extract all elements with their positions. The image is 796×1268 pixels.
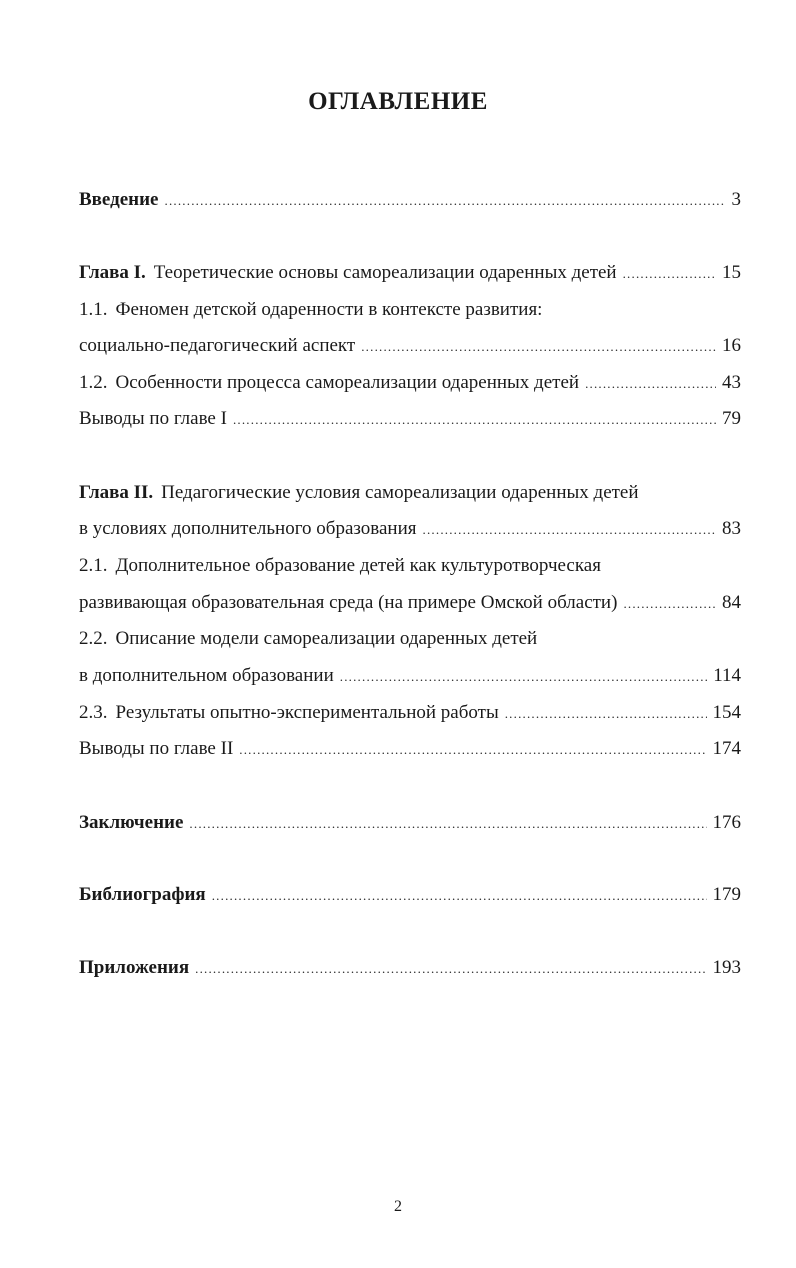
- toc-entry-conclusion: [79, 810, 741, 836]
- chapter-prefix: Глава I.: [79, 262, 146, 283]
- toc-label: Заключение: [79, 812, 184, 833]
- toc-leader: [585, 371, 716, 397]
- toc-page: 176: [712, 812, 741, 833]
- toc-label: развивающая образовательная среда (на примере Омской области): [79, 592, 618, 613]
- toc-leader: [233, 407, 716, 433]
- toc-leader: [165, 188, 726, 214]
- toc-entry-bibliography: [79, 882, 741, 908]
- toc-label: [79, 480, 639, 506]
- toc-entry-appendices: [79, 955, 741, 981]
- section-title: Описание модели самореализации одаренных детей: [115, 628, 538, 649]
- toc-leader: [623, 261, 716, 287]
- toc-label: [79, 297, 542, 323]
- toc-entry-chapter-2: [79, 516, 741, 542]
- toc-page: 16: [722, 335, 741, 356]
- toc-leader: [239, 737, 706, 763]
- toc-page: 84: [722, 592, 741, 613]
- section-number: 2.3.: [79, 702, 108, 723]
- toc-page: 79: [722, 408, 741, 429]
- toc-label: в дополнительном образовании: [79, 665, 334, 686]
- toc-leader: [423, 517, 716, 543]
- toc-entry-conclusions-ch2: [79, 736, 741, 762]
- toc-label: в условиях дополнительного образования: [79, 518, 417, 539]
- toc-leader: [340, 664, 707, 690]
- toc-page: 83: [722, 518, 741, 539]
- toc-page: 193: [712, 957, 741, 978]
- page-title: ОГЛАВЛЕНИЕ: [308, 88, 488, 115]
- toc-label: [79, 626, 537, 652]
- toc-entry-chapter-1: [79, 260, 741, 286]
- toc-label: [79, 553, 601, 579]
- section-title: Результаты опытно-экспериментальной работы: [115, 702, 499, 723]
- toc-label: Библиография: [79, 884, 206, 905]
- chapter-title: Теоретические основы самореализации одаренных детей: [153, 262, 617, 283]
- toc-label: Введение: [79, 189, 159, 210]
- toc-label: Выводы по главе II: [79, 738, 234, 759]
- section-number: 1.2.: [79, 372, 108, 393]
- section-number: 2.1.: [79, 555, 108, 576]
- chapter-prefix: Глава II.: [79, 482, 154, 503]
- toc-entry-section-1-1-line1: [79, 297, 741, 323]
- toc-entry-section-2-1: [79, 590, 741, 616]
- chapter-title: Педагогические условия самореализации одаренных детей: [161, 482, 639, 503]
- toc-entry-section-1-1: [79, 333, 741, 359]
- toc-leader: [505, 701, 707, 727]
- toc-entry-section-1-2: [79, 370, 741, 396]
- page-number: 2: [394, 1198, 402, 1215]
- toc-entry-conclusions-ch1: [79, 406, 741, 432]
- toc-leader: [189, 811, 706, 837]
- toc-leader: [212, 883, 707, 909]
- toc-label: [79, 260, 617, 286]
- section-title: Феномен детской одаренности в контексте развития:: [115, 299, 543, 320]
- toc-entry-introduction: [79, 187, 741, 213]
- toc-page: 15: [722, 262, 741, 283]
- section-title: Особенности процесса самореализации одаренных детей: [115, 372, 580, 393]
- toc-entry-section-2-2: [79, 663, 741, 689]
- toc-label: [79, 370, 579, 396]
- toc-page: 174: [712, 738, 741, 759]
- toc-label: Приложения: [79, 957, 190, 978]
- toc-entry-chapter-2-line1: [79, 480, 741, 506]
- section-number: 2.2.: [79, 628, 108, 649]
- toc-entry-section-2-3: [79, 700, 741, 726]
- toc-label: социально-педагогический аспект: [79, 335, 356, 356]
- toc-entry-section-2-1-line1: [79, 553, 741, 579]
- section-title: Дополнительное образование детей как культуротворческая: [115, 555, 601, 576]
- toc-leader: [623, 591, 716, 617]
- toc-label: Выводы по главе I: [79, 408, 227, 429]
- toc-entry-section-2-2-line1: [79, 626, 741, 652]
- section-number: 1.1.: [79, 299, 108, 320]
- toc-page: 43: [722, 372, 741, 393]
- toc-page: 3: [731, 189, 741, 210]
- toc-leader: [361, 334, 716, 360]
- toc-label: [79, 700, 499, 726]
- toc-leader: [195, 956, 706, 982]
- toc-page: 179: [712, 884, 741, 905]
- toc-page: 114: [713, 665, 741, 686]
- toc-page: 154: [712, 702, 741, 723]
